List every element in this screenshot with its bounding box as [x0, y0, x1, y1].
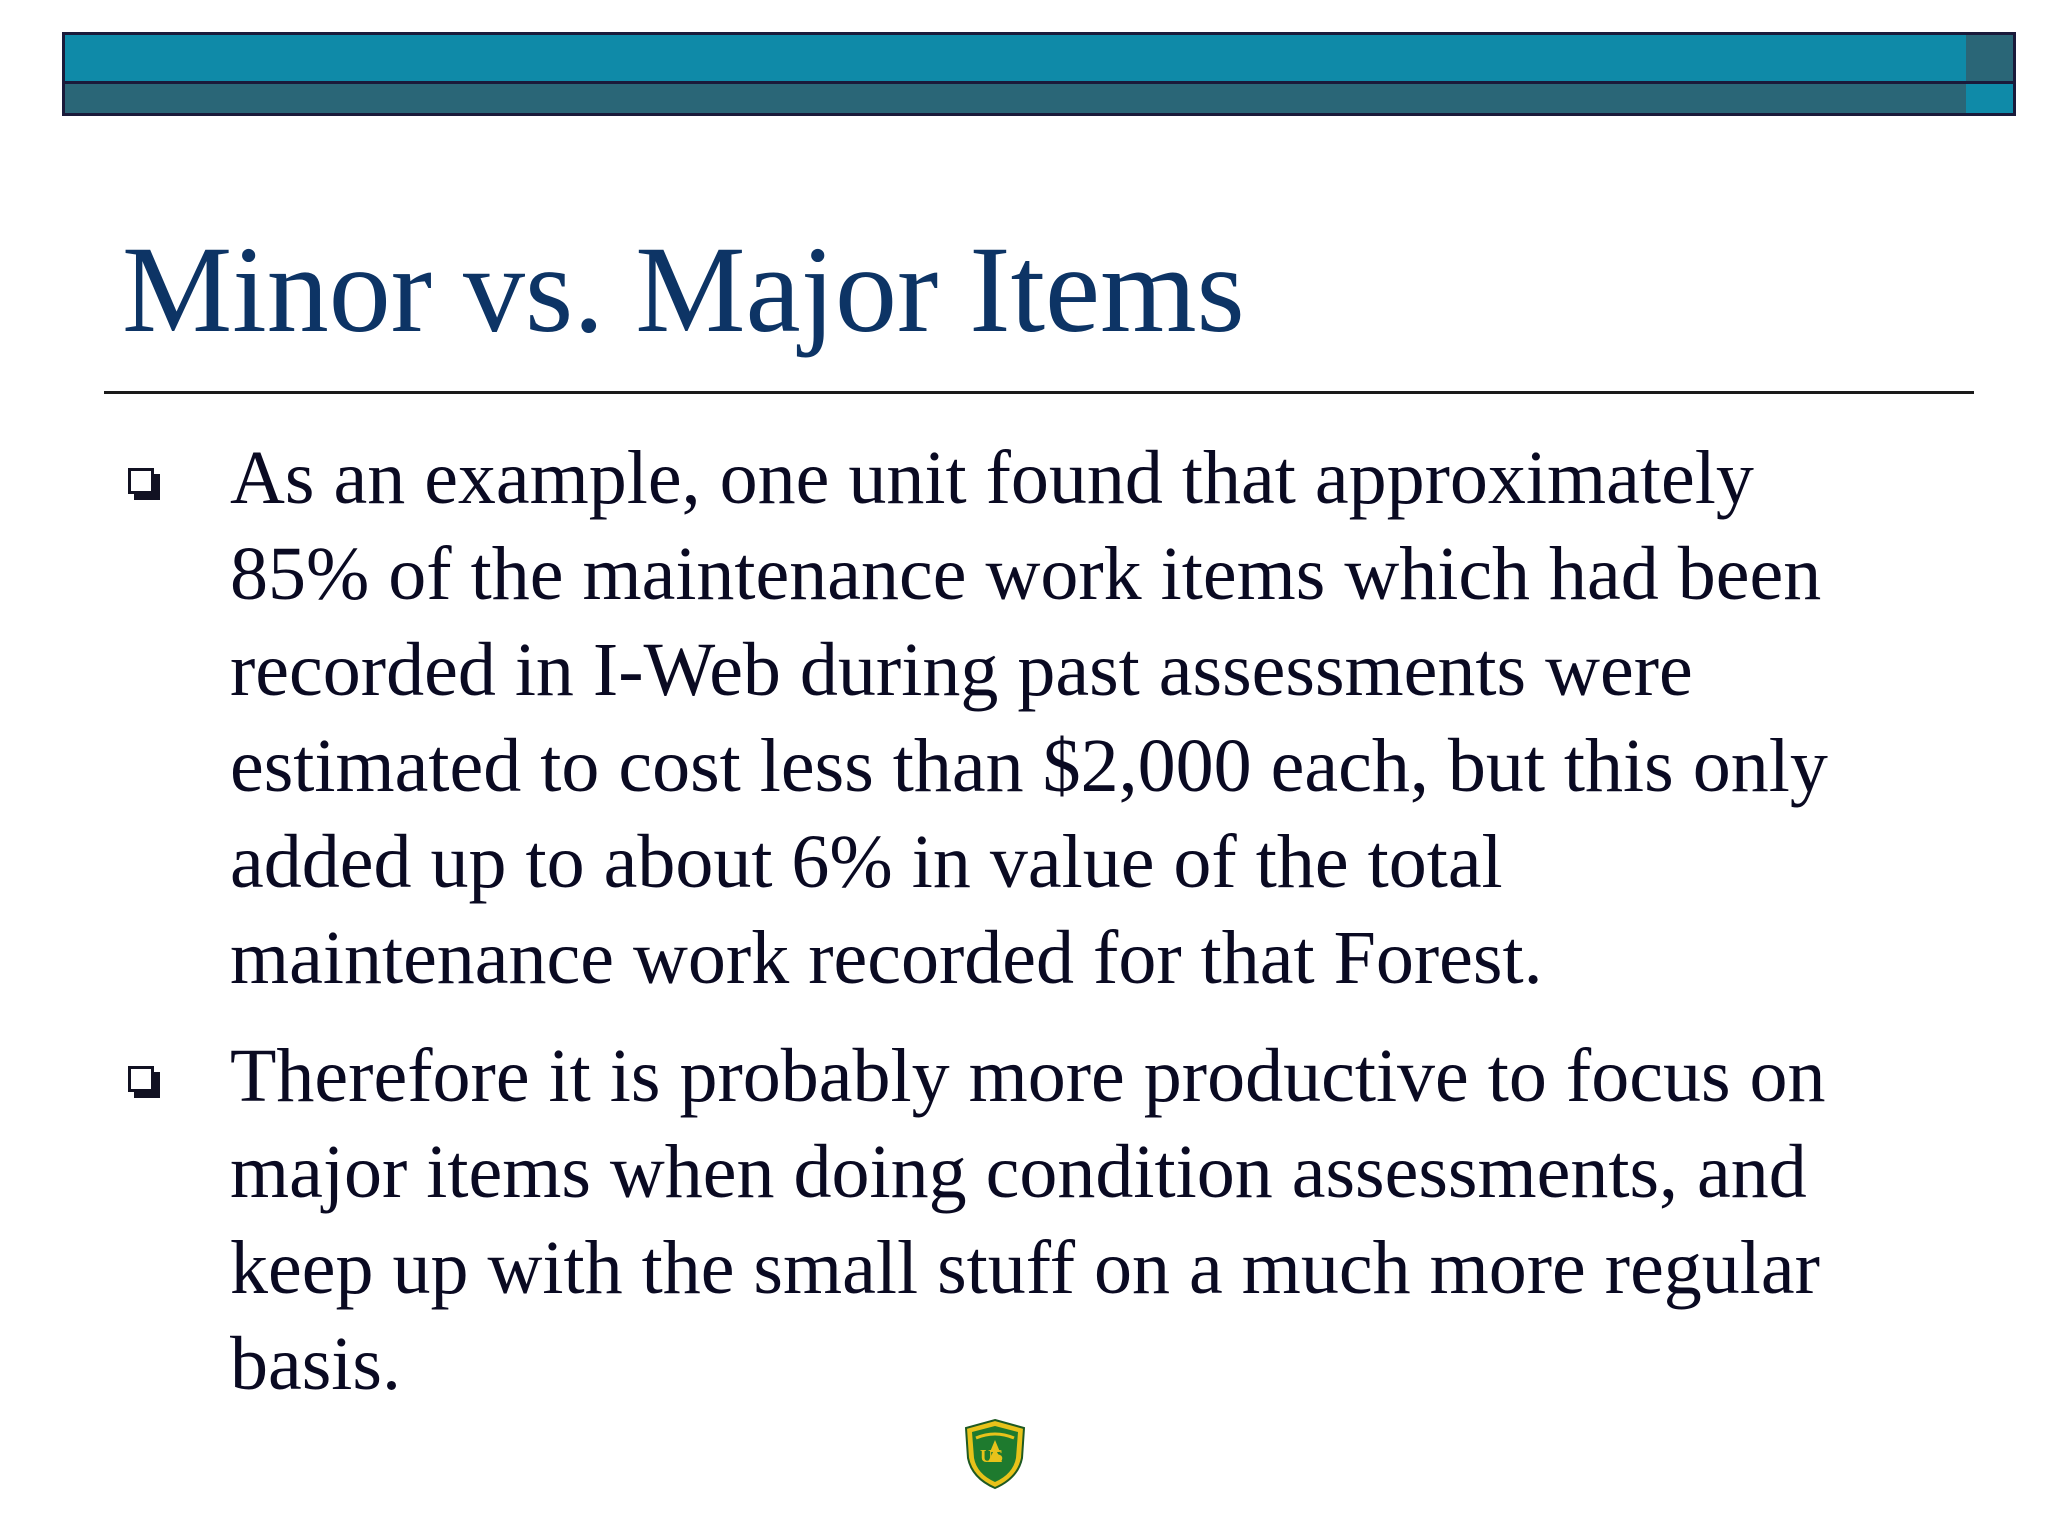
- bullet-line: As an example, one unit found that approximately: [230, 436, 1754, 520]
- bullet-line: major items when doing condition assessments, and: [230, 1130, 1807, 1214]
- slide-title: Minor vs. Major Items: [122, 221, 1245, 358]
- bullet-line: maintenance work recorded for that Forest.: [230, 916, 1543, 1000]
- title-divider: [104, 391, 1974, 394]
- header-bar: [62, 32, 2016, 116]
- logo-letter: US: [980, 1446, 1004, 1466]
- header-corner-top: [1966, 35, 2013, 84]
- header-bottom-band: [65, 84, 1972, 113]
- header-top-band: [65, 35, 1972, 84]
- square-bullet-icon: [128, 468, 164, 504]
- bullet-line: basis.: [230, 1322, 401, 1406]
- bullet-text: [230, 430, 2048, 1006]
- bullet-line: estimated to cost less than $2,000 each, but this only: [230, 724, 1828, 808]
- header-corner-bottom: [1966, 84, 2013, 113]
- forest-service-shield-logo: [962, 1418, 1028, 1490]
- bullet-line: Therefore it is probably more productive to focus on: [230, 1034, 1826, 1118]
- bullet-line: 85% of the maintenance work items which had been: [230, 532, 1822, 616]
- square-bullet-icon: [128, 1066, 164, 1102]
- bullet-line: keep up with the small stuff on a much more regular: [230, 1226, 1820, 1310]
- bullet-line: added up to about 6% in value of the total: [230, 820, 1503, 904]
- shield-icon: [962, 1418, 1028, 1490]
- bullet-line: recorded in I-Web during past assessments were: [230, 628, 1693, 712]
- bullet-text: [230, 1028, 2048, 1412]
